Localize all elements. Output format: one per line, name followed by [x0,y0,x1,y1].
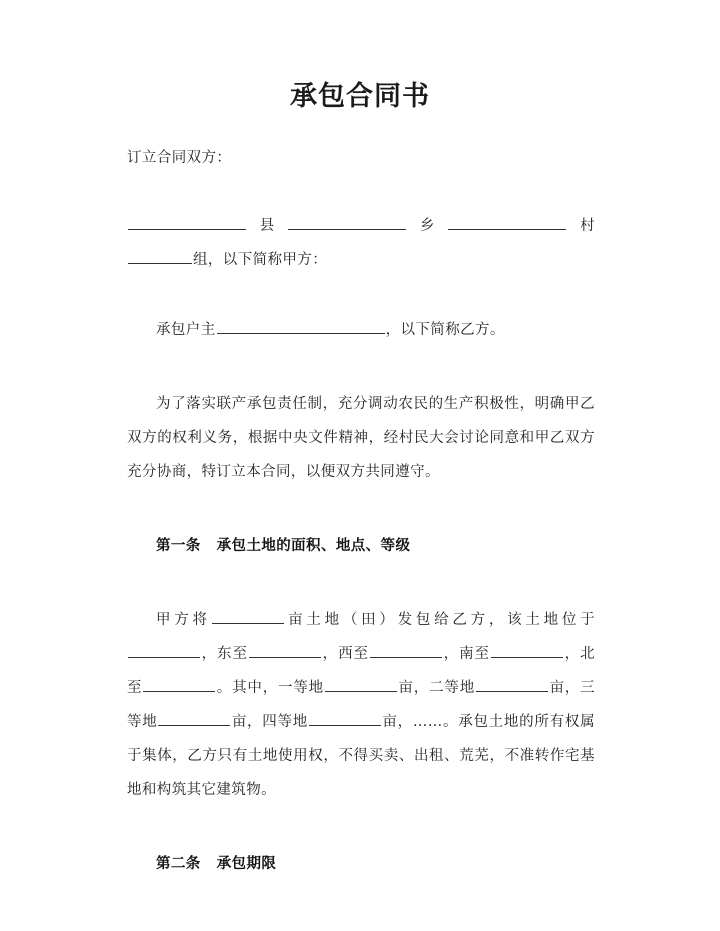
a1-seg-9: 亩，三等地 [127,680,595,730]
article-one-body [127,603,595,807]
article-two-title: 承包期限 [216,856,277,872]
a1-seg-1: 甲方将 [156,612,211,628]
party-b-line [127,313,595,347]
grade-three-blank[interactable] [158,710,230,726]
spacer [127,277,595,313]
a1-seg-11: 亩，……。承包土地的所有权属于集体，乙方只有土地使用权，不得买卖、出租、荒芜，不准转作宅基地和构筑其它建筑物。 [127,714,595,798]
north-boundary-blank[interactable] [143,676,215,692]
party-a-village-blank[interactable] [448,214,566,230]
spacer [127,347,595,387]
party-b-name-blank[interactable] [217,318,385,334]
parties-intro-paragraph [127,141,595,175]
a1-seg-10: 亩，四等地 [231,714,309,730]
article-one-number: 第一条 [156,538,201,554]
spacer [127,489,595,529]
party-a-village-label: 村 [567,218,595,234]
article-one-title: 承包土地的面积、地点、等级 [216,538,411,554]
document-body [127,141,595,881]
grade-one-blank[interactable] [325,676,397,692]
party-b-suffix-label: ，以下简称乙方。 [385,322,505,338]
spacer [127,807,595,847]
east-boundary-blank[interactable] [249,642,321,658]
a1-seg-5: ，南至 [443,646,491,662]
area-mu-blank[interactable] [212,608,284,624]
west-boundary-blank[interactable] [370,642,442,658]
a1-seg-2: 亩土地（田）发包给乙方，该土地位于 [284,612,595,628]
preamble-paragraph: 为了落实联产承包责任制，充分调动农民的生产积极性，明确甲乙双方的权利义务，根据中央文件精神，经村民大会讨论同意和甲乙双方充分协商，特订立本合同，以便双方共同遵守。 [127,396,595,480]
party-a-county-blank[interactable] [128,214,246,230]
document-title: 承包合同书 [290,81,430,112]
article-two-number: 第二条 [156,856,201,872]
south-boundary-blank[interactable] [491,642,563,658]
spacer [127,175,595,209]
party-a-group-blank[interactable] [128,248,192,264]
article-two-heading [127,847,595,881]
party-a-township-blank[interactable] [288,214,406,230]
a1-seg-4: ，西至 [322,646,370,662]
article-one-heading [127,529,595,563]
party-a-township-label: 乡 [407,218,448,234]
parties-intro-text: 订立合同双方： [127,150,232,166]
a1-seg-3: ，东至 [201,646,249,662]
a1-seg-8: 亩，二等地 [398,680,476,696]
a1-seg-6: ，北至 [127,646,596,696]
party-b-prefix-label: 承包户主 [156,322,216,338]
party-a-county-label: 县 [247,218,288,234]
party-a-group-label: 组，以下简称甲方： [193,252,328,268]
spacer [127,563,595,603]
location-blank[interactable] [128,642,200,658]
a1-seg-7: 。其中，一等地 [216,680,324,696]
grade-two-blank[interactable] [476,676,548,692]
grade-four-blank[interactable] [309,710,381,726]
party-a-line [127,209,595,277]
